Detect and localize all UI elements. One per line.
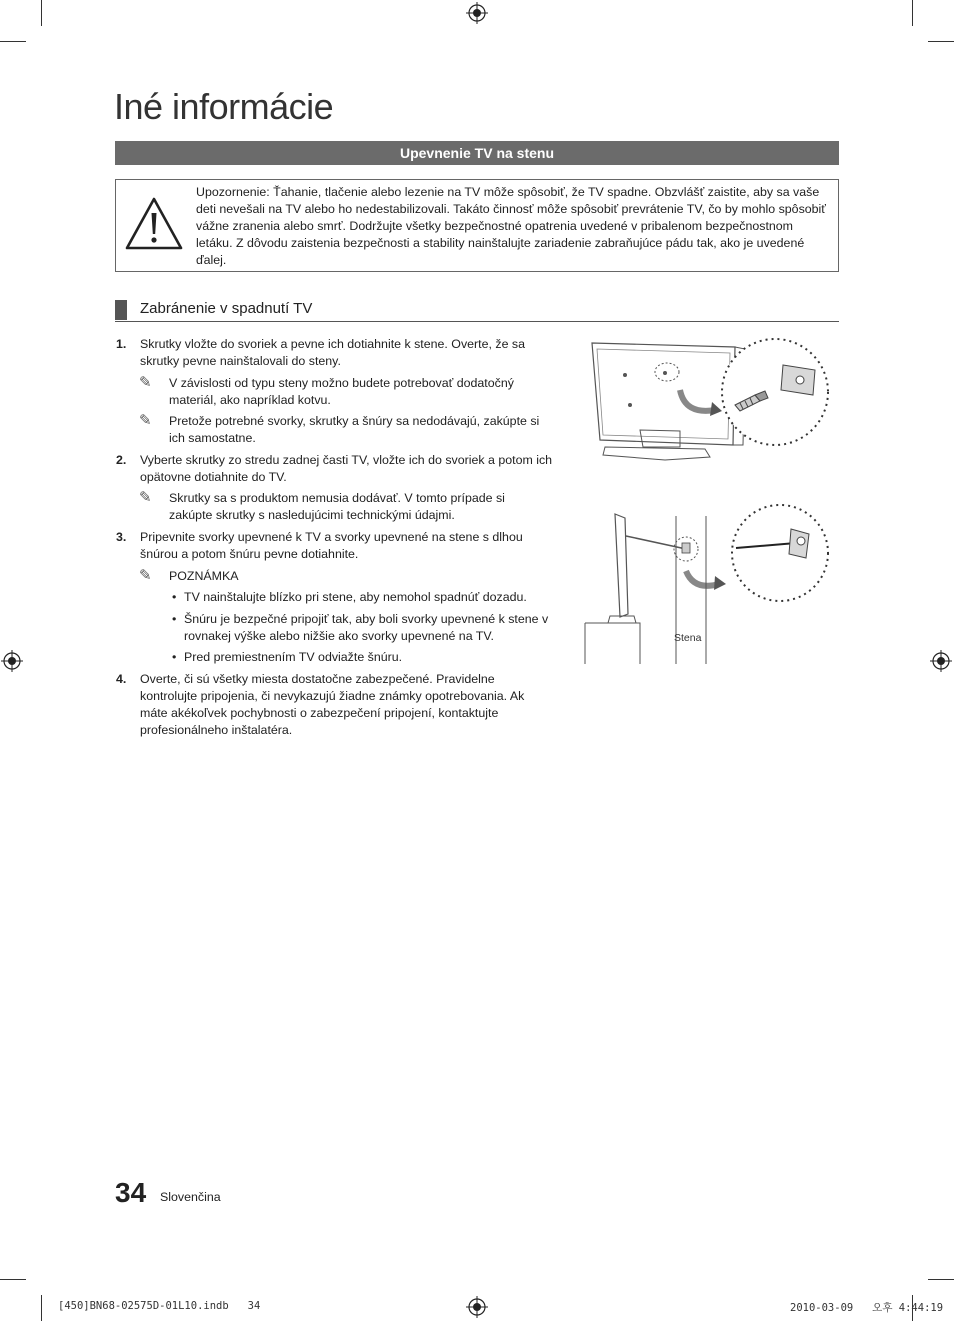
note-pencil-icon: ✎ [139, 489, 152, 506]
note-pencil-icon: ✎ [139, 567, 152, 584]
subsection-header [115, 299, 839, 322]
subsection-marker [115, 300, 127, 320]
warning-text [196, 184, 832, 269]
crop-mark [0, 41, 26, 42]
warning-body: : Ťahanie, tlačenie alebo lezenie na TV môže spôsobiť, že TV spadne. Obzvlášť zaistite, aby sa vaše deti nevešali na TV alebo ho nedestabilizovali. Takáto činnosť môže spôsobiť prevrátenie TV, čo by mohlo spôsobiť vážne zranenia alebo smrť. Dodržujte všetky bezpečnostné opatrenia uvedené v pribalenom bezpečnostnom letáku. Z dôvodu zaistenia bezpečnosti a stability nainštalujte zariadenie zabraňujúce pádu tak, ako je uvedené ďalej. [196, 185, 826, 267]
crop-mark [912, 0, 913, 26]
page-title: Iné informácie [114, 86, 334, 127]
bullet-text: TV nainštalujte blízko pri stene, aby nemohol spadnúť dozadu. [184, 590, 527, 604]
registration-mark-icon [466, 1296, 488, 1318]
step-number: 3. [116, 530, 127, 544]
bullet-icon: • [172, 590, 177, 604]
print-timestamp: 2010-03-09 오후 4:44:19 [790, 1302, 944, 1314]
note-label: POZNÁMKA [169, 569, 239, 583]
note-pencil-icon: ✎ [139, 412, 152, 429]
step-text: Vyberte skrutky zo stredu zadnej časti TV, vložte ich do svoriek a potom ich opätovne dotiahnite do TV. [140, 453, 553, 484]
bullet-text: Šnúru je bezpečné pripojiť tak, aby boli svorky upevnené k stene v rovnakej výške alebo nižšie ako svorky upevnené na TV. [184, 612, 549, 643]
page-number: 34 [115, 1177, 147, 1208]
bullet-icon: • [172, 612, 177, 626]
page-language: Slovenčina [160, 1190, 221, 1204]
bullet-icon: • [172, 650, 177, 664]
step-number: 4. [116, 672, 127, 686]
file-info: [450]BN68-02575D-01L10.indb 34 [58, 1300, 261, 1312]
step-number: 1. [116, 337, 127, 351]
tv-back-bracket-illustration [585, 335, 845, 485]
warning-triangle-icon [124, 196, 184, 252]
step-text: Pripevnite svorky upevnené k TV a svorky upevnené na stene s dlhou šnúrou a potom šnúru pevne dotiahnite. [140, 530, 523, 561]
bullet-text: Pred premiestnením TV odviažte šnúru. [184, 650, 403, 664]
step-note: Skrutky sa s produktom nemusia dodávať. V tomto prípade si zakúpte skrutky s nasledujúcimi technickými údajmi. [169, 491, 505, 522]
warning-label: Upozornenie [196, 185, 267, 199]
step-note: Pretože potrebné svorky, skrutky a šnúry sa nedodávajú, zakúpte si ich samostatne. [169, 414, 540, 445]
note-pencil-icon: ✎ [139, 374, 152, 391]
crop-mark [41, 0, 42, 26]
step-text: Overte, či sú všetky miesta dostatočne zabezpečené. Pravidelne kontrolujte pripojenia, či nevykazujú žiadne známky opotrebovania. Ak máte akékoľvek pochybnosti o zabezpečení pripojení, kontaktujte profesionálneho inštalatéra. [140, 672, 525, 737]
crop-mark [41, 1295, 42, 1321]
warning-box [115, 179, 839, 272]
step-text: Skrutky vložte do svoriek a pevne ich dotiahnite k stene. Overte, že sa skrutky pevne nainštalovali do steny. [140, 337, 525, 368]
registration-mark-icon [466, 2, 488, 24]
crop-mark [928, 1279, 954, 1280]
tv-wall-cord-illustration [584, 496, 834, 666]
wall-label: Stena [674, 632, 702, 644]
crop-mark [0, 1279, 26, 1280]
step-note: V závislosti od typu steny možno budete potrebovať dodatočný materiál, ako napríklad kotvu. [169, 376, 514, 407]
registration-mark-icon [930, 650, 952, 672]
crop-mark [928, 41, 954, 42]
registration-mark-icon [1, 650, 23, 672]
section-header: Upevnenie TV na stenu [115, 141, 839, 165]
step-number: 2. [116, 453, 127, 467]
subsection-title: Zabránenie v spadnutí TV [140, 300, 313, 317]
